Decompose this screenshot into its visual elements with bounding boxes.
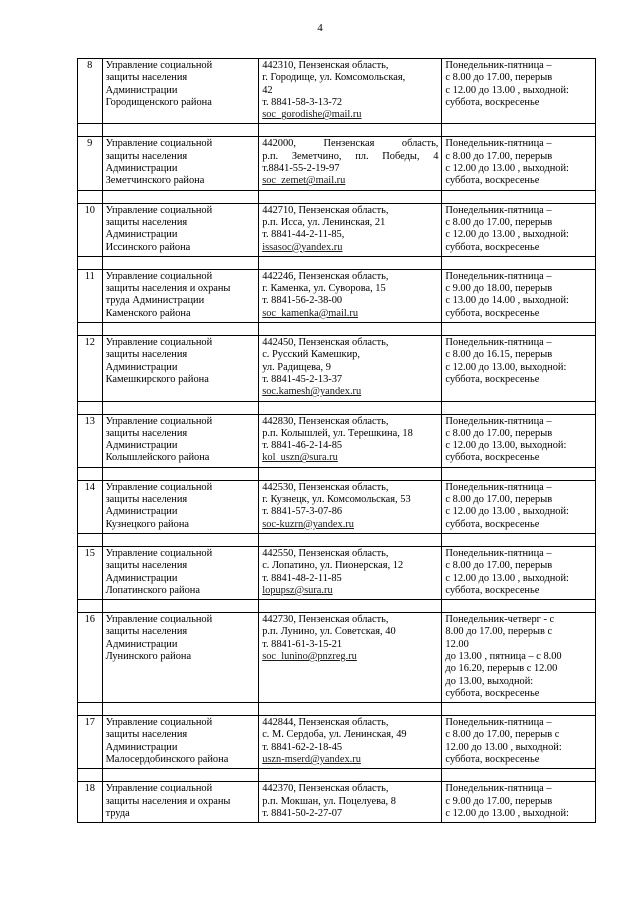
address-line: т. 8841-61-3-15-21 [262, 638, 343, 650]
email-link[interactable]: issasoc@yandex.ru [262, 241, 343, 253]
office-name-line: Лунинского района [105, 650, 192, 662]
address-line: т. 8841-48-2-11-85 [262, 572, 342, 584]
working-hours-line: Понедельник-пятница – [445, 270, 552, 282]
working-hours-line: до 13.00, выходной: [445, 675, 534, 687]
spacer-cell [78, 703, 103, 716]
working-hours-cell [442, 59, 596, 124]
spacer-cell [259, 703, 442, 716]
office-name-line: Колышлейского района [105, 452, 210, 464]
row-number: 8 [78, 59, 103, 124]
office-name-cell [102, 480, 259, 533]
address-line: с. Лопатино, ул. Пионерская, 12 [262, 560, 404, 572]
spacer-cell [259, 124, 442, 137]
working-hours-line: Понедельник-пятница – [445, 337, 552, 349]
office-name-cell [102, 269, 259, 322]
address-line: 442830, Пензенская область, [262, 415, 389, 427]
office-name-line: Земетчинского района [105, 175, 205, 187]
working-hours-cell [442, 269, 596, 322]
address-line-word: пл. [355, 150, 369, 162]
working-hours-line: с 8.00 до 17.00, перерыв с [445, 729, 560, 741]
office-name-cell [102, 137, 259, 190]
office-name-line: Администрации [105, 741, 178, 753]
working-hours-line: с 8.00 до 17.00, перерыв [445, 72, 553, 84]
row-spacer [78, 323, 596, 336]
working-hours-line: суббота, воскресенье [445, 518, 540, 530]
working-hours-line: с 12.00 до 13.00 , выходной: [445, 572, 569, 584]
office-name-line: Управление социальной [105, 717, 213, 729]
spacer-cell [102, 769, 259, 782]
address-cell [259, 716, 442, 769]
working-hours-line: Понедельник-пятница – [445, 717, 552, 729]
row-spacer [78, 401, 596, 414]
working-hours-cell [442, 203, 596, 256]
spacer-cell [259, 600, 442, 613]
spacer-cell [442, 401, 596, 414]
working-hours-cell [442, 336, 596, 401]
office-name-line: защиты населения [105, 729, 188, 741]
address-line: 442246, Пензенская область, [262, 270, 389, 282]
working-hours-line: с 12.00 до 13.00 , выходной: [445, 807, 569, 819]
office-name-cell [102, 613, 259, 703]
email-link[interactable]: soc-kuzrn@yandex.ru [262, 518, 354, 530]
working-hours-line: суббота, воскресенье [445, 241, 540, 253]
office-name-line: защиты населения [105, 72, 188, 84]
row-number: 15 [78, 546, 103, 599]
row-number: 14 [78, 480, 103, 533]
address-cell [259, 613, 442, 703]
address-line: т. 8841-62-2-18-45 [262, 741, 343, 753]
spacer-cell [102, 600, 259, 613]
address-cell [259, 546, 442, 599]
spacer-cell [78, 467, 103, 480]
working-hours-line: Понедельник-пятница – [445, 60, 552, 71]
working-hours-line: до 16.20, перерыв с 12.00 [445, 663, 558, 675]
address-line: г. Городище, ул. Комсомольская, [262, 72, 406, 84]
working-hours-cell [442, 546, 596, 599]
office-name-line: Управление социальной [105, 60, 213, 71]
office-name-cell [102, 203, 259, 256]
working-hours-cell [442, 613, 596, 703]
working-hours-line: Понедельник-пятница – [445, 547, 552, 559]
address-line: т. 8841-56-2-38-00 [262, 295, 343, 307]
address-cell [259, 203, 442, 256]
address-cell [259, 59, 442, 124]
spacer-cell [259, 533, 442, 546]
spacer-cell [78, 769, 103, 782]
spacer-cell [102, 124, 259, 137]
offices-table [77, 58, 596, 823]
row-number: 10 [78, 203, 103, 256]
email-link[interactable]: uszn-mserd@yandex.ru [262, 754, 361, 766]
spacer-cell [259, 323, 442, 336]
row-spacer [78, 190, 596, 203]
office-name-line: Управление социальной [105, 270, 213, 282]
row-spacer [78, 467, 596, 480]
address-line: т. 8841-44-2-11-85, [262, 229, 345, 241]
address-line: с. Русский Камешкир, [262, 349, 360, 361]
table-row [78, 546, 596, 599]
table-row [78, 269, 596, 322]
address-line: 442710, Пензенская область, [262, 204, 389, 216]
table-row [78, 613, 596, 703]
page-number: 4 [317, 22, 323, 34]
address-line: 442844, Пензенская область, [262, 717, 389, 729]
row-spacer [78, 703, 596, 716]
address-line: ул. Радищева, 9 [262, 361, 331, 373]
table-row [78, 480, 596, 533]
row-number: 11 [78, 269, 103, 322]
spacer-cell [78, 323, 103, 336]
address-cell [259, 414, 442, 467]
office-name-line: защиты населения и охраны [105, 795, 231, 807]
office-name-line: Управление социальной [105, 415, 213, 427]
address-line-word: область, [401, 138, 439, 150]
working-hours-line: с 9.00 до 17.00, перерыв [445, 795, 553, 807]
office-name-line: труда [105, 807, 130, 819]
spacer-cell [78, 190, 103, 203]
working-hours-line: с 12.00 до 13.00, выходной: [445, 440, 567, 452]
office-name-line: защиты населения и охраны [105, 283, 231, 295]
working-hours-line: суббота, воскресенье [445, 687, 540, 699]
office-name-cell [102, 336, 259, 401]
table-row [78, 782, 596, 823]
office-name-line: Городищенского района [105, 96, 212, 108]
spacer-cell [442, 124, 596, 137]
office-name-line: Управление социальной [105, 138, 213, 150]
office-name-line: защиты населения [105, 626, 188, 638]
address-line: р.п. Лунино, ул. Советская, 40 [262, 626, 396, 638]
email-link[interactable]: soc.kamesh@yandex.ru [262, 386, 362, 398]
office-name-line: Камешкирского района [105, 373, 209, 385]
office-name-line: Управление социальной [105, 337, 213, 349]
spacer-cell [78, 124, 103, 137]
office-name-line: Администрации [105, 229, 178, 241]
working-hours-line: Понедельник-пятница – [445, 481, 552, 493]
row-number: 16 [78, 613, 103, 703]
office-name-line: Администрации [105, 440, 178, 452]
spacer-cell [78, 256, 103, 269]
address-line [262, 138, 438, 150]
working-hours-line: с 8.00 до 17.00, перерыв [445, 560, 553, 572]
office-name-line: Администрации [105, 638, 178, 650]
working-hours-cell [442, 137, 596, 190]
spacer-cell [78, 600, 103, 613]
working-hours-line: суббота, воскресенье [445, 373, 540, 385]
spacer-cell [442, 703, 596, 716]
address-cell [259, 137, 442, 190]
working-hours-line: Понедельник-пятница – [445, 138, 552, 150]
row-number: 13 [78, 414, 103, 467]
email-link[interactable]: soc_kamenka@mail.ru [262, 307, 359, 319]
office-name-line: Администрации [105, 506, 178, 518]
table-row [78, 59, 596, 124]
address-line: т. 8841-58-3-13-72 [262, 96, 343, 108]
office-name-line: защиты населения [105, 150, 188, 162]
office-name-cell [102, 414, 259, 467]
working-hours-line: с 12.00 до 13.00 , выходной: [445, 506, 569, 518]
working-hours-line: суббота, воскресенье [445, 754, 540, 766]
address-line: 442310, Пензенская область, [262, 60, 389, 71]
spacer-cell [442, 256, 596, 269]
working-hours-line: с 8.00 до 17.00, перерыв [445, 150, 553, 162]
address-line: т.8841-55-2-19-97 [262, 163, 340, 175]
address-line: т. 8841-45-2-13-37 [262, 373, 343, 385]
address-line: 442730, Пензенская область, [262, 614, 389, 626]
row-number: 12 [78, 336, 103, 401]
address-line: 442450, Пензенская область, [262, 337, 389, 349]
office-name-line: Управление социальной [105, 481, 213, 493]
office-name-cell [102, 546, 259, 599]
address-cell [259, 336, 442, 401]
address-cell [259, 480, 442, 533]
working-hours-line: с 9.00 до 18.00, перерыв [445, 283, 553, 295]
address-line: 442370, Пензенская область, [262, 783, 389, 795]
office-name-line: защиты населения [105, 216, 188, 228]
working-hours-line: с 8.00 до 17.00, перерыв [445, 427, 553, 439]
working-hours-line: с 8.00 до 17.00, перерыв [445, 216, 553, 228]
working-hours-line: с 12.00 до 13.00 , выходной: [445, 229, 569, 241]
spacer-cell [259, 256, 442, 269]
working-hours-line: суббота, воскресенье [445, 96, 540, 108]
working-hours-line: 8.00 до 17.00, перерыв с [445, 626, 553, 638]
office-name-line: Управление социальной [105, 783, 213, 795]
address-line: т. 8841-57-3-07-86 [262, 506, 343, 518]
office-name-line: Управление социальной [105, 204, 213, 216]
office-name-line: защиты населения [105, 560, 188, 572]
working-hours-line: с 8.00 до 17.00, перерыв [445, 494, 553, 506]
spacer-cell [442, 533, 596, 546]
office-name-line: Администрации [105, 361, 178, 373]
address-cell [259, 782, 442, 823]
address-line: т. 8841-50-2-27-07 [262, 807, 343, 819]
working-hours-line: с 12.00 до 13.00 , выходной: [445, 84, 569, 96]
working-hours-line: суббота, воскресенье [445, 307, 540, 319]
office-name-cell [102, 716, 259, 769]
spacer-cell [78, 401, 103, 414]
working-hours-line: 12.00 до 13.00 , выходной: [445, 741, 562, 753]
table-row [78, 137, 596, 190]
table-row [78, 203, 596, 256]
working-hours-line: до 13.00 , пятница – с 8.00 [445, 650, 562, 662]
address-line: г. Каменка, ул. Суворова, 15 [262, 283, 386, 295]
working-hours-line: с 12.00 до 13.00, выходной: [445, 361, 567, 373]
office-name-line: труда Администрации [105, 295, 205, 307]
table-row [78, 414, 596, 467]
working-hours-line: 12.00 [445, 638, 469, 650]
email-link[interactable]: kol_uszn@sura.ru [262, 452, 338, 464]
office-name-line: Каменского района [105, 307, 191, 319]
working-hours-line: Понедельник-пятница – [445, 415, 552, 427]
office-name-line: Администрации [105, 84, 178, 96]
spacer-cell [442, 323, 596, 336]
row-spacer [78, 769, 596, 782]
office-name-line: защиты населения [105, 427, 188, 439]
row-spacer [78, 533, 596, 546]
row-number: 17 [78, 716, 103, 769]
working-hours-cell [442, 716, 596, 769]
office-name-line: Администрации [105, 572, 178, 584]
office-name-line: Кузнецкого района [105, 518, 189, 530]
address-line: 42 [262, 84, 273, 96]
working-hours-line: Понедельник-пятница – [445, 783, 552, 795]
spacer-cell [102, 401, 259, 414]
address-line: т. 8841-46-2-14-85 [262, 440, 343, 452]
email-link[interactable]: soc_gorodishe@mail.ru [262, 109, 362, 121]
spacer-cell [442, 467, 596, 480]
row-spacer [78, 600, 596, 613]
office-name-line: Управление социальной [105, 547, 213, 559]
table-row [78, 336, 596, 401]
working-hours-cell [442, 414, 596, 467]
email-link[interactable]: lopupsz@sura.ru [262, 584, 333, 596]
address-line: р.п. Мокшан, ул. Поцелуева, 8 [262, 795, 396, 807]
address-line: 442550, Пензенская область, [262, 547, 389, 559]
address-line [262, 151, 438, 163]
spacer-cell [78, 533, 103, 546]
working-hours-cell [442, 480, 596, 533]
spacer-cell [259, 401, 442, 414]
office-name-line: Управление социальной [105, 614, 213, 626]
office-name-line: Иссинского района [105, 241, 191, 253]
office-name-line: защиты населения [105, 494, 188, 506]
address-line: 442530, Пензенская область, [262, 481, 389, 493]
working-hours-cell [442, 782, 596, 823]
address-line-word: р.п. [262, 150, 279, 162]
working-hours-line: Понедельник-пятница – [445, 204, 552, 216]
office-name-line: Лопатинского района [105, 584, 200, 596]
email-link[interactable]: soc_zemet@mail.ru [262, 175, 346, 187]
address-line-word: Пензенская [323, 138, 375, 150]
working-hours-line: суббота, воскресенье [445, 584, 540, 596]
address-line: р.п. Колышлей, ул. Терешкина, 18 [262, 427, 413, 439]
row-spacer [78, 256, 596, 269]
spacer-cell [442, 190, 596, 203]
spacer-cell [102, 467, 259, 480]
office-name-cell [102, 782, 259, 823]
address-line-word: 4 [433, 150, 439, 162]
working-hours-line: с 13.00 до 14.00 , выходной: [445, 295, 569, 307]
address-line-word: 442000, [262, 138, 296, 150]
address-line: с. М. Сердоба, ул. Ленинская, 49 [262, 729, 407, 741]
working-hours-line: суббота, воскресенье [445, 452, 540, 464]
row-number: 18 [78, 782, 103, 823]
working-hours-line: с 8.00 до 16.15, перерыв [445, 349, 553, 361]
spacer-cell [102, 323, 259, 336]
offices-table-body [78, 59, 596, 823]
working-hours-line: с 12.00 до 13.00 , выходной: [445, 163, 569, 175]
spacer-cell [259, 769, 442, 782]
spacer-cell [259, 467, 442, 480]
table-row [78, 716, 596, 769]
office-name-cell [102, 59, 259, 124]
address-line: р.п. Исса, ул. Ленинская, 21 [262, 216, 386, 228]
spacer-cell [102, 703, 259, 716]
address-cell [259, 269, 442, 322]
spacer-cell [102, 533, 259, 546]
address-line: г. Кузнецк, ул. Комсомольская, 53 [262, 494, 411, 506]
spacer-cell [442, 600, 596, 613]
row-number: 9 [78, 137, 103, 190]
working-hours-line: суббота, воскресенье [445, 175, 540, 187]
spacer-cell [259, 190, 442, 203]
office-name-line: Администрации [105, 163, 178, 175]
spacer-cell [102, 190, 259, 203]
office-name-line: Малосердобинского района [105, 754, 229, 766]
row-spacer [78, 124, 596, 137]
spacer-cell [102, 256, 259, 269]
spacer-cell [442, 769, 596, 782]
office-name-line: защиты населения [105, 349, 188, 361]
address-line-word: Земетчино, [291, 150, 342, 162]
working-hours-line: Понедельник-четверг - с [445, 614, 555, 626]
address-line-word: Победы, [382, 150, 420, 162]
email-link[interactable]: soc_lunino@pnzreg.ru [262, 650, 357, 662]
